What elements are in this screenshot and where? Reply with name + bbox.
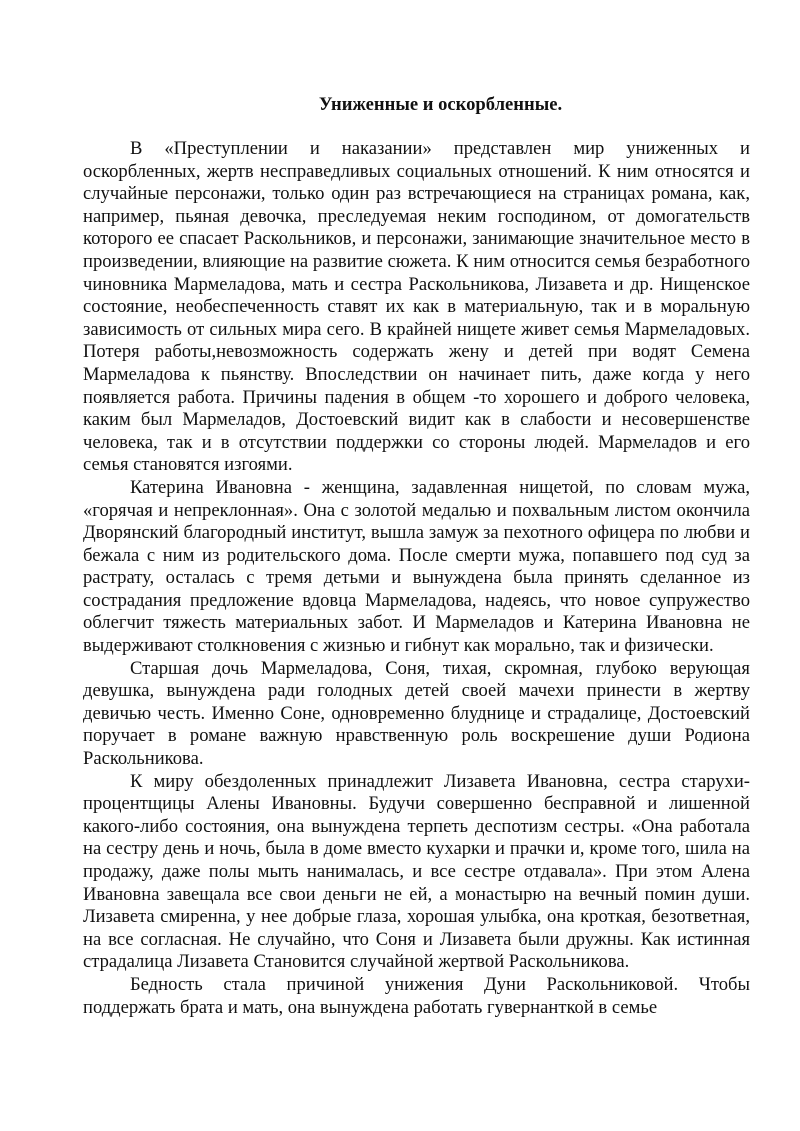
- paragraph-dunya: Бедность стала причиной унижения Дуни Раскольниковой. Чтобы поддержать брата и мать, она вынуждена работать гувернанткой в семье: [83, 973, 750, 1018]
- paragraph-sonya: Старшая дочь Мармеладова, Соня, тихая, скромная, глубоко верующая девушка, вынуждена ради голодных детей своей мачехи принести в жертву девичью честь. Именно Соне, одновременно блуднице и страдалице, Достоевский поручает в романе важную нравственную роль воскрешение души Родиона Раскольникова.: [83, 657, 750, 770]
- paragraph-katerina-ivanovna: Катерина Ивановна - женщина, задавленная нищетой, по словам мужа, «горячая и непреклонная». Она с золотой медалью и похвальным листом окончила Дворянский благородный институт, вышла замуж за пехотного офицера по любви и бежала с ним из родительского дома. После смерти мужа, попавшего под суд за растрату, осталась с тремя детьми и вынуждена была принять сделанное из сострадания предложение вдовца Мармеладова, надеясь, что новое супружество облегчит тяжесть материальных забот. И Мармеладов и Катерина Ивановна не выдерживают столкновения с жизнью и гибнут как морально, так и физически.: [83, 476, 750, 657]
- document-page: [83, 94, 750, 1019]
- paragraph-lizaveta: К миру обездоленных принадлежит Лизавета Ивановна, сестра старухи-процентщицы Алены Ивановны. Будучи совершенно бесправной и лишенной какого-либо состояния, она вынуждена терпеть деспотизм сестры. «Она работала на сестру день и ночь, была в доме вместо кухарки и прачки и, кроме того, шила на продажу, даже полы мыть нанималась, и все сестре отдавала». При этом Алена Ивановна завещала все свои деньги не ей, а монастырю на вечный помин души. Лизавета смиренна, у нее добрые глаза, хорошая улыбка, она кроткая, безответная, на все согласная. Не случайно, что Соня и Лизавета были дружны. Как истинная страдалица Лизавета Становится случайной жертвой Раскольникова.: [83, 770, 750, 973]
- paragraph-marmeladov-family: В «Преступлении и наказании» представлен мир униженных и оскорбленных, жертв несправедливых социальных отношений. К ним относятся и случайные персонажи, только один раз встречающиеся на страницах романа, как, например, пьяная девочка, преследуемая неким господином, от домогательств которого ее спасает Раскольников, и персонажи, занимающие значительное место в произведении, влияющие на развитие сюжета. К ним относится семья безработного чиновника Мармеладова, мать и сестра Раскольникова, Лизавета и др. Нищенское состояние, необеспеченность ставят их как в материальную, так и в моральную зависимость от сильных мира сего. В крайней нищете живет семья Мармеладовых. Потеря работы,невозможность содержать жену и детей при водят Семена Мармеладова к пьянству. Впоследствии он начинает пить, даже когда у него появляется работа. Причины падения в общем -то хорошего и доброго человека, каким был Мармеладов, Достоевский видит как в слабости и несовершенстве человека, так и в отсутствии поддержки со стороны людей. Мармеладов и его семья становятся изгоями.: [83, 138, 750, 476]
- document-title: Униженные и оскорбленные.: [318, 94, 563, 115]
